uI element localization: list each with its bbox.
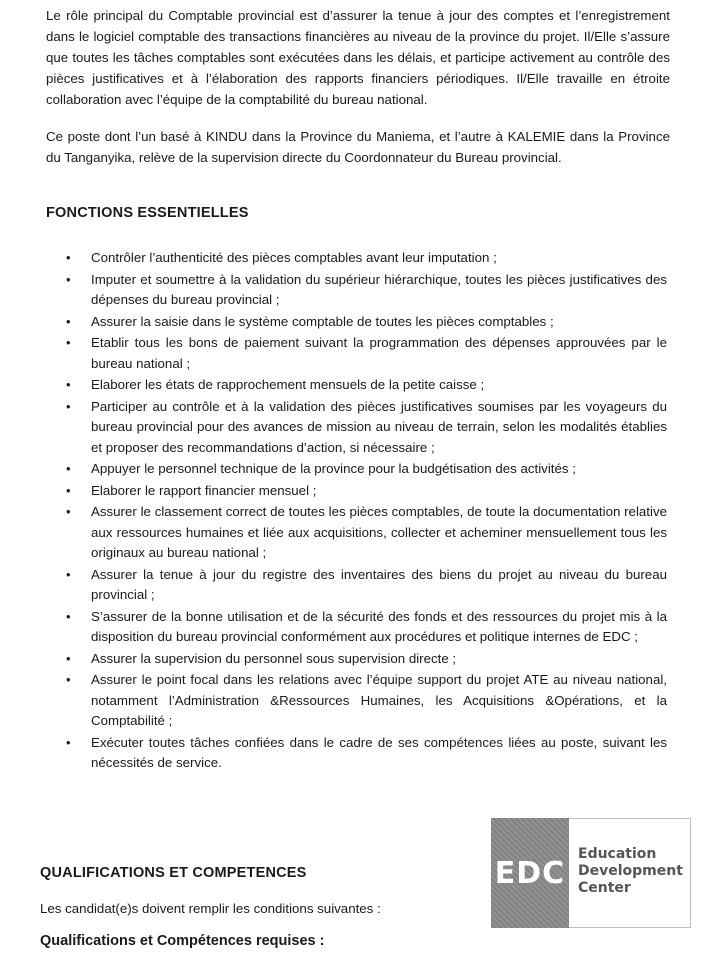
list-item: [0, 502, 711, 564]
section-heading-fonctions: FONCTIONS ESSENTIELLES: [46, 205, 249, 221]
list-item-text: Assurer la saisie dans le système comptable de toutes les pièces comptables ;: [91, 313, 554, 329]
list-item: [0, 649, 711, 670]
list-item: [0, 248, 711, 269]
list-item-text: Imputer et soumettre à la validation du supérieur hiérarchique, toutes les pièces justificatives des dépenses du bureau provincial ;: [91, 271, 667, 307]
list-item-text: Assurer la tenue à jour du registre des inventaires des biens du projet au niveau du bureau provincial ;: [91, 566, 667, 602]
list-item: [0, 397, 711, 459]
list-item: [0, 312, 711, 333]
list-item: [0, 565, 711, 606]
qualifications-intro: Les candidat(e)s doivent remplir les conditions suivantes :: [40, 901, 381, 916]
location-paragraph: Ce poste dont l’un basé à KINDU dans la Province du Maniema, et l’autre à KALEMIE dans la Province du Tanganyika, relève de la supervision directe du Coordonnateur du Bureau provincial.: [46, 129, 670, 165]
bullet-icon: •: [66, 461, 71, 476]
edc-logo: [491, 818, 693, 928]
bullet-icon: •: [66, 608, 71, 624]
fonctions-list: [0, 248, 711, 775]
bullet-icon: •: [66, 313, 71, 329]
list-item-text: Contrôler l’authenticité des pièces comptables avant leur imputation ;: [91, 250, 497, 265]
list-item: [0, 733, 711, 774]
bullet-icon: •: [66, 734, 71, 750]
logo-line-development: Development: [578, 863, 683, 879]
list-item-text: Elaborer les états de rapprochement mensuels de la petite caisse ;: [91, 377, 485, 392]
list-item: [0, 670, 711, 732]
logo-wordmark: [578, 846, 683, 897]
list-item: [0, 607, 711, 648]
bullet-icon: •: [66, 335, 71, 350]
list-item-text: Assurer la supervision du personnel sous supervision directe ;: [91, 650, 457, 666]
list-item: [0, 270, 711, 311]
section-heading-qualifications: QUALIFICATIONS ET COMPETENCES: [40, 865, 307, 881]
list-item-text: Exécuter toutes tâches confiées dans le cadre de ses compétences liées au poste, suivant les nécessités de service.: [91, 734, 667, 770]
bullet-icon: •: [66, 398, 71, 414]
bullet-icon: •: [66, 250, 71, 265]
bullet-icon: •: [66, 650, 71, 666]
bullet-icon: •: [66, 271, 71, 287]
logo-letters: EDC: [494, 855, 566, 891]
bullet-icon: •: [66, 566, 71, 582]
list-item: [0, 481, 711, 502]
bullet-icon: •: [66, 482, 71, 498]
list-item: [0, 333, 711, 374]
logo-line-center: Center: [578, 880, 631, 896]
list-item: [0, 375, 711, 396]
list-item-text: Etablir tous les bons de paiement suivant la programmation des dépenses approuvées par le bureau national ;: [91, 335, 667, 371]
bullet-icon: •: [66, 504, 71, 519]
list-item-text: Assurer le classement correct de toutes les pièces comptables, de toute la documentation relative aux ressources humaines et liée aux acquisitions, collecter et acheminer mensuellement tous les originaux au bureau national ;: [91, 504, 667, 560]
list-item-text: Participer au contrôle et à la validation des pièces justificatives soumises par les voyageurs du bureau provincial pour des avances de mission au niveau de terrain, selon les modalités établies et proposer des recommandations d’action, si nécessaire ;: [91, 398, 667, 455]
bullet-icon: •: [66, 377, 71, 392]
list-item-text: S’assurer de la bonne utilisation et de la sécurité des fonds et des ressources du projet mis à la disposition du bureau provincial conformément aux procédures et politique internes de EDC ;: [91, 608, 667, 644]
list-item-text: Assurer le point focal dans les relations avec l’équipe support du projet ATE au niveau national, notamment l’Administration &Ressources Humaines, les Acquisitions &Opérations, et la Comptabilité ;: [91, 672, 667, 728]
list-item: [0, 459, 711, 480]
bullet-icon: •: [66, 672, 71, 687]
intro-paragraph: Le rôle principal du Comptable provincial est d’assurer la tenue à jour des comptes et l’enregistrement dans le logiciel comptable des transactions financières au niveau de la province du projet. Il/Elle s’assure que toutes les tâches comptables sont exécutées dans les délais, et participe activement au contrôle des pièces justificatives et à l’élaboration des rapports financiers périodiques. Il/Elle travaille en étroite collaboration avec l’équipe de la comptabilité du bureau national.: [46, 8, 670, 107]
qualifications-subheading: Qualifications et Compétences requises :: [40, 933, 325, 949]
list-item-text: Appuyer le personnel technique de la province pour la budgétisation des activités ;: [91, 461, 576, 476]
logo-line-education: Education: [578, 846, 657, 862]
list-item-text: Elaborer le rapport financier mensuel ;: [91, 482, 317, 498]
